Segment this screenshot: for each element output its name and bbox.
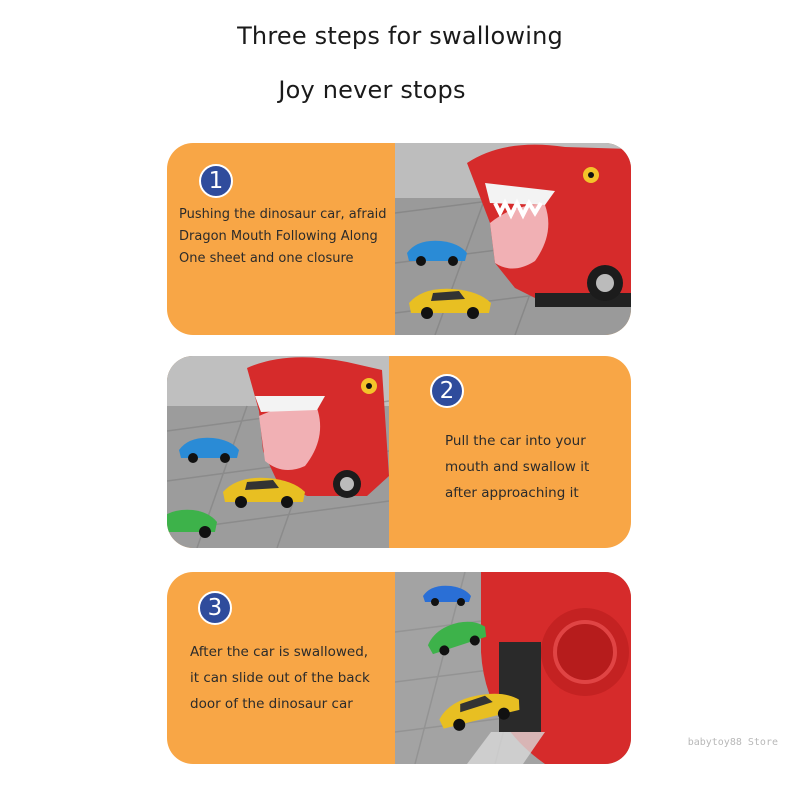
step-text-line: Pushing the dinosaur car, afraid (179, 207, 387, 222)
red-dinosaur-car-icon (395, 143, 631, 335)
step-text-line: Pull the car into your (445, 433, 586, 449)
step-description (445, 428, 589, 506)
red-dinosaur-car-icon (167, 356, 389, 548)
step-text-line: After the car is swallowed, (190, 644, 369, 660)
dinosaur-car-photo (395, 143, 631, 335)
page-subtitle: Joy never stops (278, 76, 466, 104)
step-text-line: mouth and swallow it (445, 459, 590, 475)
step-panel-3 (167, 572, 631, 764)
step-text-line: Dragon Mouth Following Along (179, 229, 378, 244)
step-number-badge: 2 (430, 374, 464, 408)
step-text-line: One sheet and one closure (179, 251, 354, 266)
page-title: Three steps for swallowing (237, 22, 563, 50)
store-watermark: babytoy88 Store (687, 737, 778, 748)
step-text-line: it can slide out of the back (190, 670, 370, 686)
dinosaur-back-door-photo (395, 572, 631, 764)
dinosaur-car-photo (167, 356, 389, 548)
step-text-line: after approaching it (445, 485, 579, 501)
step-panel-2 (167, 356, 631, 548)
step-number-badge: 3 (198, 591, 232, 625)
step-text-line: door of the dinosaur car (190, 696, 353, 712)
step-number-badge: 1 (199, 164, 233, 198)
step-description (190, 639, 370, 717)
dinosaur-back-door-icon (395, 572, 631, 764)
step-panel-1 (167, 143, 631, 335)
step-description (179, 204, 387, 270)
